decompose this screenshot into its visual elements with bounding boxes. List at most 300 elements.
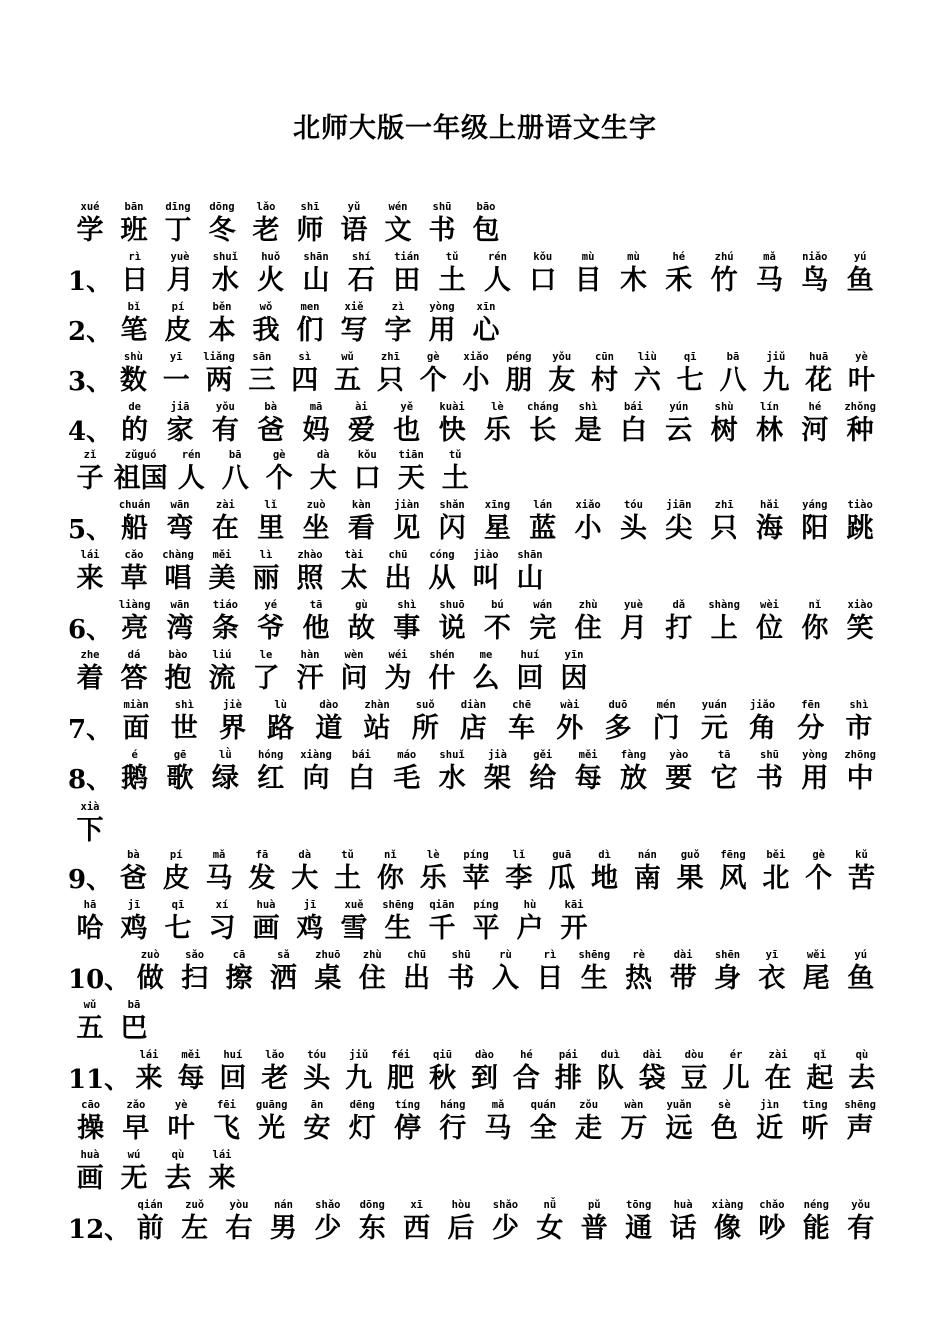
pinyin: péng: [506, 351, 532, 363]
pinyin: yé: [264, 599, 278, 611]
pinyin: gěi: [533, 749, 553, 761]
char-unit: [200, 1148, 244, 1196]
pinyin: shū: [432, 201, 452, 213]
line-number: 4、: [68, 417, 113, 447]
pinyin: tóu: [623, 499, 643, 511]
pinyin: huā: [809, 351, 829, 363]
pinyin: tīng: [802, 1099, 828, 1111]
char-unit: [68, 800, 112, 848]
hanzi: 来: [208, 1163, 236, 1194]
pinyin: wān: [170, 499, 190, 511]
hanzi: 巴: [120, 1013, 148, 1044]
char-unit: [200, 648, 244, 696]
char-unit: [293, 250, 338, 298]
hanzi: 近: [756, 1113, 784, 1144]
pinyin: yú: [854, 949, 868, 961]
hanzi: 大: [309, 463, 337, 494]
pinyin: jiǎo: [749, 699, 776, 711]
hanzi: 丽: [252, 563, 280, 594]
hanzi: 雪: [340, 913, 368, 944]
hanzi: 花: [805, 365, 833, 396]
char-unit: [552, 898, 596, 946]
hanzi: 头: [619, 513, 647, 544]
hanzi: 三: [248, 365, 276, 396]
pinyin: zhōng: [844, 749, 876, 761]
char-unit: [611, 598, 656, 646]
pinyin: chē: [512, 699, 532, 711]
char-unit: [455, 848, 498, 896]
pinyin: lù: [274, 699, 287, 711]
pinyin: yú: [853, 251, 867, 263]
pinyin: chǎo: [759, 1199, 785, 1211]
pinyin: pǔ: [587, 1199, 601, 1211]
character-line: [68, 448, 477, 496]
pinyin: shān: [517, 549, 543, 561]
hanzi: 皮: [162, 863, 190, 894]
character-line: [68, 948, 883, 996]
pinyin: yuǎn: [666, 1099, 692, 1111]
pinyin: dào: [474, 1049, 494, 1061]
hanzi: 五: [76, 1013, 104, 1044]
pinyin: shì: [397, 599, 417, 611]
hanzi: 书: [428, 215, 456, 246]
hanzi: 元: [700, 713, 728, 744]
hanzi: 外: [556, 713, 584, 744]
pinyin: nán: [273, 1199, 293, 1211]
hanzi: 石: [347, 265, 375, 296]
pinyin: duō: [608, 699, 628, 711]
hanzi: 放: [619, 763, 647, 794]
hanzi: 了: [252, 663, 280, 694]
char-unit: [705, 948, 749, 996]
pinyin: tài: [344, 549, 364, 561]
hanzi: 界: [218, 713, 246, 744]
char-unit: [68, 548, 112, 596]
char-unit: [339, 400, 384, 448]
pinyin: hé: [520, 1049, 533, 1061]
pinyin: lái: [80, 549, 100, 561]
pinyin: hòu: [451, 1199, 471, 1211]
char-unit: [656, 598, 701, 646]
char-unit: [838, 598, 883, 646]
hanzi: 土: [438, 265, 466, 296]
pinyin: hàn: [300, 649, 320, 661]
pinyin: liàng: [118, 599, 151, 611]
pinyin: xuě: [344, 899, 364, 911]
pinyin: jià: [487, 749, 507, 761]
char-unit: [157, 498, 202, 546]
char-unit: [715, 1048, 757, 1096]
char-unit: [520, 250, 565, 298]
pinyin: qù: [855, 1049, 869, 1061]
char-unit: [616, 1198, 660, 1246]
pinyin: yǒu: [851, 1199, 871, 1211]
pinyin: xiǎo: [575, 499, 601, 511]
char-unit: [332, 648, 376, 696]
char-unit: [384, 250, 429, 298]
char-unit: [464, 648, 508, 696]
hanzi: 画: [252, 913, 280, 944]
char-unit: [394, 948, 438, 996]
char-unit: [332, 200, 376, 248]
char-unit: [757, 1048, 799, 1096]
char-unit: [350, 948, 394, 996]
pinyin: kāi: [564, 899, 584, 911]
hanzi: 爷: [257, 613, 285, 644]
char-unit: [839, 948, 883, 996]
pinyin: hù: [523, 899, 537, 911]
hanzi: 月: [619, 613, 647, 644]
pinyin: jiào: [473, 549, 499, 561]
char-unit: [611, 250, 656, 298]
hanzi: 回: [516, 663, 544, 694]
pinyin: nǚ: [543, 1199, 557, 1211]
pinyin: shū: [451, 949, 471, 961]
pinyin: wān: [170, 599, 190, 611]
char-unit: [520, 598, 565, 646]
hanzi: 用: [801, 763, 829, 794]
pinyin: qī: [683, 351, 697, 363]
hanzi: 像: [713, 1213, 741, 1244]
char-unit: [305, 698, 353, 746]
char-unit: [244, 648, 288, 696]
char-unit: [747, 1098, 792, 1146]
hanzi: 数: [119, 365, 147, 396]
char-unit: [172, 948, 216, 996]
char-unit: [505, 1048, 547, 1096]
char-unit: [508, 898, 552, 946]
pinyin: hóng: [258, 749, 284, 761]
hanzi: 说: [438, 613, 466, 644]
char-unit: [528, 948, 572, 996]
char-unit: [203, 250, 248, 298]
hanzi: 家: [166, 415, 194, 446]
char-unit: [306, 948, 350, 996]
pinyin: tǔ: [448, 449, 462, 461]
character-line: [68, 1198, 883, 1246]
char-unit: [420, 200, 464, 248]
char-unit: [656, 1098, 701, 1146]
char-unit: [159, 1098, 204, 1146]
char-unit: [203, 400, 248, 448]
hanzi: 出: [384, 563, 412, 594]
hanzi: 南: [633, 863, 661, 894]
hanzi: 笔: [120, 315, 148, 346]
char-unit: [747, 400, 792, 448]
pinyin: yòng: [429, 301, 455, 313]
hanzi: 七: [164, 913, 192, 944]
char-unit: [429, 498, 474, 546]
hanzi: 爸: [257, 415, 285, 446]
hanzi: 绿: [211, 763, 239, 794]
char-unit: [112, 998, 156, 1046]
char-unit: [261, 948, 305, 996]
pinyin: fēn: [801, 699, 821, 711]
pinyin: jiān: [666, 499, 692, 511]
pinyin: shǎo: [315, 1199, 341, 1211]
hanzi: 女: [536, 1213, 564, 1244]
char-unit: [248, 250, 293, 298]
character-line: [68, 300, 508, 348]
hanzi: 去: [848, 1063, 876, 1094]
char-unit: [283, 848, 326, 896]
hanzi: 千: [428, 913, 456, 944]
char-unit: [244, 300, 288, 348]
char-unit: [656, 400, 701, 448]
hanzi: 马: [484, 1113, 512, 1144]
pinyin: féi: [391, 1049, 411, 1061]
char-unit: [376, 898, 420, 946]
hanzi: 天: [397, 463, 425, 494]
hanzi: 用: [428, 315, 456, 346]
char-unit: [754, 350, 797, 398]
hanzi: 下: [76, 815, 104, 846]
pinyin: yǒu: [215, 401, 235, 413]
pinyin: lǜ: [219, 749, 232, 761]
char-unit: [240, 848, 283, 896]
hanzi: 本: [208, 315, 236, 346]
char-unit: [520, 748, 565, 796]
char-unit: [288, 648, 332, 696]
hanzi: 鸡: [120, 913, 148, 944]
hanzi: 书: [755, 763, 783, 794]
hanzi: 答: [120, 663, 148, 694]
char-unit: [376, 200, 420, 248]
char-unit: [747, 250, 792, 298]
char-unit: [626, 350, 669, 398]
hanzi: 面: [122, 713, 150, 744]
pinyin: hé: [808, 401, 822, 413]
hanzi: 你: [376, 863, 404, 894]
char-unit: [332, 898, 376, 946]
hanzi: 给: [529, 763, 557, 794]
char-unit: [112, 648, 156, 696]
hanzi: 在: [211, 513, 239, 544]
char-unit: [475, 1098, 520, 1146]
char-unit: [433, 448, 477, 496]
hanzi: 扫: [181, 963, 209, 994]
char-unit: [702, 1098, 747, 1146]
pinyin: rù: [499, 949, 512, 961]
char-unit: [449, 698, 497, 746]
pinyin: zǐ: [83, 449, 97, 461]
char-unit: [155, 848, 198, 896]
pinyin: wèn: [344, 649, 364, 661]
pinyin: shēng: [844, 1099, 876, 1111]
char-unit: [799, 1048, 841, 1096]
char-unit: [198, 848, 241, 896]
char-unit: [249, 1098, 294, 1146]
hanzi: 地: [591, 863, 619, 894]
char-unit: [208, 698, 256, 746]
char-unit: [68, 1148, 112, 1196]
char-unit: [113, 1098, 158, 1146]
pinyin: jiǔ: [766, 351, 786, 363]
char-unit: [626, 848, 669, 896]
pinyin: pí: [171, 301, 185, 313]
char-unit: [540, 848, 583, 896]
hanzi: 尖: [665, 513, 693, 544]
hanzi: 住: [358, 963, 386, 994]
char-unit: [611, 400, 656, 448]
char-unit: [750, 948, 794, 996]
hanzi: 瓜: [548, 863, 576, 894]
hanzi: 汗: [296, 663, 324, 694]
char-unit: [156, 200, 200, 248]
hanzi: 开: [560, 913, 588, 944]
hanzi: 云: [665, 415, 693, 446]
pinyin: me: [479, 649, 493, 661]
pinyin: men: [300, 301, 320, 313]
hanzi: 发: [248, 863, 276, 894]
pinyin: píng: [473, 899, 499, 911]
hanzi: 分: [797, 713, 825, 744]
hanzi: 身: [713, 963, 741, 994]
pinyin: fàng: [620, 749, 647, 761]
pinyin: hā: [83, 899, 97, 911]
hanzi: 哈: [76, 913, 104, 944]
pinyin: hé: [672, 251, 686, 263]
char-unit: [429, 598, 474, 646]
char-unit: [475, 748, 520, 796]
hanzi: 早: [122, 1113, 150, 1144]
hanzi: 事: [393, 613, 421, 644]
pinyin: sān: [252, 351, 272, 363]
hanzi: 白: [347, 763, 375, 794]
pinyin: shēn: [714, 949, 741, 961]
hanzi: 合: [512, 1063, 540, 1094]
pinyin: mā: [309, 401, 323, 413]
line-number: 2、: [68, 317, 113, 347]
hanzi: 尾: [802, 963, 830, 994]
hanzi: 爸: [119, 863, 147, 894]
char-unit: [572, 948, 616, 996]
char-unit: [217, 1198, 261, 1246]
pinyin: yào: [669, 749, 689, 761]
char-unit: [68, 898, 112, 946]
char-unit: [288, 548, 332, 596]
pinyin: běi: [766, 849, 786, 861]
hanzi: 吵: [758, 1213, 786, 1244]
pinyin: bào: [168, 649, 188, 661]
pinyin: kǔ: [855, 849, 868, 861]
char-unit: [747, 748, 792, 796]
hanzi: 果: [676, 863, 704, 894]
hanzi: 擦: [225, 963, 253, 994]
pinyin: mǎ: [763, 251, 776, 263]
char-unit: [385, 1098, 430, 1146]
char-unit: [376, 648, 420, 696]
pinyin: xīn: [476, 301, 496, 313]
pinyin: nán: [637, 849, 657, 861]
pinyin: xiàng: [300, 749, 332, 761]
pinyin: xī: [410, 1199, 423, 1211]
hanzi: 子: [76, 463, 104, 494]
pinyin: guāng: [255, 1099, 288, 1111]
char-unit: [128, 1048, 170, 1096]
hanzi: 前: [136, 1213, 164, 1244]
char-unit: [611, 748, 656, 796]
pinyin: diàn: [460, 699, 487, 711]
hanzi: 山: [302, 265, 330, 296]
pinyin: zhù: [578, 599, 598, 611]
hanzi: 住: [574, 613, 602, 644]
char-unit: [384, 498, 429, 546]
char-unit: [332, 300, 376, 348]
hanzi: 歌: [166, 763, 194, 794]
char-unit: [839, 1198, 883, 1246]
pinyin: wú: [127, 1149, 141, 1161]
hanzi: 么: [472, 663, 500, 694]
hanzi: 万: [620, 1113, 648, 1144]
char-unit: [565, 598, 610, 646]
char-unit: [690, 698, 738, 746]
pinyin: dǎ: [672, 599, 686, 611]
pinyin: quán: [530, 1099, 556, 1111]
char-unit: [350, 1198, 394, 1246]
hanzi: 少: [491, 1213, 519, 1244]
pinyin: shù: [123, 351, 143, 363]
hanzi: 话: [669, 1213, 697, 1244]
char-unit: [475, 498, 520, 546]
hanzi: 西: [403, 1213, 431, 1244]
hanzi: 毛: [393, 763, 421, 794]
hanzi: 从: [428, 563, 456, 594]
pinyin: chū: [388, 549, 408, 561]
character-line: [68, 1048, 883, 1096]
char-unit: [422, 1048, 464, 1096]
hanzi: 安: [303, 1113, 331, 1144]
pinyin: jiǔ: [349, 1049, 369, 1061]
pinyin: wǒ: [259, 301, 273, 313]
hanzi: 操: [77, 1113, 105, 1144]
character-line: [68, 648, 596, 696]
pinyin: dōng: [359, 1199, 385, 1211]
line-number: 3、: [68, 367, 113, 397]
hanzi: 美: [208, 563, 236, 594]
pinyin: shén: [429, 649, 455, 661]
char-unit: [283, 350, 326, 398]
char-unit: [464, 300, 508, 348]
hanzi: 普: [580, 1213, 608, 1244]
char-unit: [754, 848, 797, 896]
hanzi: 月: [166, 265, 194, 296]
pinyin: nǐ: [808, 599, 822, 611]
hanzi: 红: [257, 763, 285, 794]
pinyin: de: [128, 401, 141, 413]
char-unit: [157, 598, 202, 646]
character-line: [68, 800, 112, 848]
char-unit: [112, 548, 156, 596]
pinyin: mù: [581, 251, 595, 263]
char-unit: [293, 748, 338, 796]
pinyin: bà: [264, 401, 278, 413]
hanzi: 见: [393, 513, 421, 544]
pinyin: rì: [128, 251, 141, 263]
line-number: 9、: [68, 865, 113, 895]
hanzi: 苦: [847, 863, 875, 894]
pinyin: wán: [533, 599, 553, 611]
hanzi: 日: [121, 265, 149, 296]
char-unit: [128, 1198, 172, 1246]
pinyin: rì: [543, 949, 557, 961]
hanzi: 水: [211, 265, 239, 296]
char-unit: [792, 1098, 837, 1146]
char-unit: [244, 898, 288, 946]
char-unit: [112, 350, 155, 398]
hanzi: 我: [252, 315, 280, 346]
pinyin: tiào: [847, 499, 873, 511]
